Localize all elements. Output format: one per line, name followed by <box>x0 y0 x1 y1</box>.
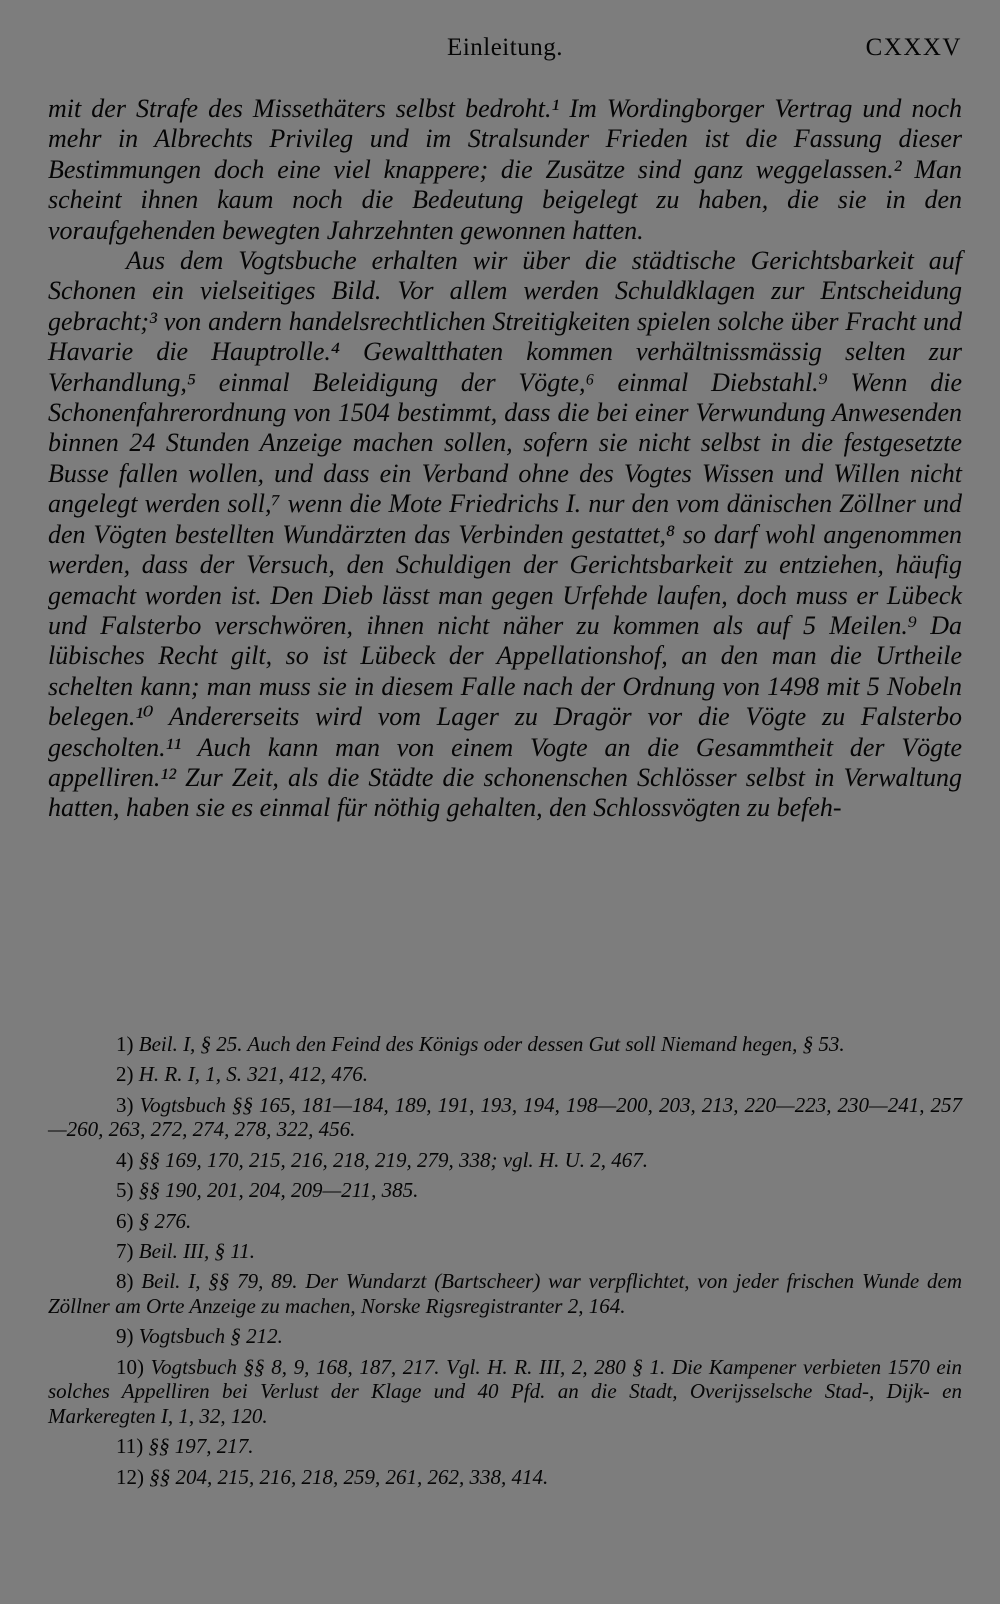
footnote <box>48 1434 962 1459</box>
footnote <box>48 1148 962 1173</box>
footnote-text: §§ 204, 215, 216, 218, 259, 261, 262, 338, 414. <box>149 1464 549 1489</box>
footnote-text: Vogtsbuch §§ 165, 181—184, 189, 191, 193, 194, 198—200, 203, 213, 220—223, 230—241, 257—260, 263, 272, 274, 278, 322, 456. <box>48 1092 962 1142</box>
running-title: Einleitung. <box>447 34 563 61</box>
footnote-number: 1) <box>116 1032 134 1056</box>
footnote-number: 12) <box>116 1464 144 1489</box>
footnote <box>48 1062 962 1087</box>
footnote <box>48 1032 962 1057</box>
footnote-number: 3) <box>116 1092 134 1117</box>
footnote-number: 7) <box>116 1238 134 1263</box>
footnote-text: §§ 197, 217. <box>148 1434 254 1459</box>
page-number: CXXXV <box>865 34 962 61</box>
footnote-text: Beil. I, §§ 79, 89. Der Wundarzt (Bartscheer) war verpflichtet, von jeder frischen Wunde dem Zöllner am Orte Anzeige zu machen, Norske Rigsregistranter 2, 164. <box>48 1269 963 1318</box>
footnote <box>48 1269 962 1318</box>
footnote <box>48 1355 962 1429</box>
footnote-text: Vogtsbuch § 212. <box>138 1324 283 1349</box>
footnote-text: H. R. I, 1, S. 321, 412, 476. <box>138 1062 368 1087</box>
book-page <box>48 30 962 1590</box>
footnotes <box>48 1032 962 1495</box>
footnote <box>48 1239 962 1264</box>
footnote-text: Beil. III, § 11. <box>138 1238 255 1263</box>
footnote-text: § 276. <box>138 1208 192 1233</box>
footnote-number: 6) <box>116 1208 134 1233</box>
footnote-text: §§ 169, 170, 215, 216, 218, 219, 279, 338; vgl. H. U. 2, 467. <box>138 1147 648 1172</box>
footnote-text: §§ 190, 201, 204, 209—211, 385. <box>138 1178 419 1203</box>
footnote <box>48 1465 962 1490</box>
footnote-number: 5) <box>116 1178 134 1203</box>
footnote <box>48 1209 962 1234</box>
footnote <box>48 1093 962 1142</box>
footnote-number: 10) <box>116 1354 144 1379</box>
main-text <box>48 94 962 824</box>
footnote-number: 2) <box>116 1062 134 1087</box>
footnote-text: Vogtsbuch §§ 8, 9, 168, 187, 217. Vgl. H. R. III, 2, 280 § 1. Die Kampener verbieten 1570 ein solches Appelliren bei Verlust der Klage und 40 Pfd. an die Stadt, Overijsselsche Stad-, Dijk- en Markeregten I, 1, 32, 120. <box>48 1354 962 1428</box>
footnote-number: 4) <box>116 1147 134 1172</box>
footnote-number: 9) <box>116 1324 134 1349</box>
footnote-number: 11) <box>116 1434 144 1459</box>
footnote <box>48 1178 962 1203</box>
footnote <box>48 1324 962 1349</box>
paragraph: Aus dem Vogtsbuche erhalten wir über die städtische Gerichtsbarkeit auf Schonen ein vielseitiges Bild. Vor allem werden Schuldklagen zur Entscheidung gebracht;³ von andern handelsrechtlichen Streitigkeiten spielen solche über Fracht und Havarie die Hauptrolle.⁴ Gewaltthaten kommen verhältnissmässig selten zur Verhandlung,⁵ einmal Beleidigung der Vögte,⁶ einmal Diebstahl.⁹ Wenn die Schonenfahrerordnung von 1504 bestimmt, dass die bei einer Verwundung Anwesenden binnen 24 Stunden Anzeige machen sollen, sofern sie nicht selbst in die festgesetzte Busse fallen wollen, und dass ein Verband ohne des Vogtes Wissen und Willen nicht angelegt werden soll,⁷ wenn die Mote Friedrichs I. nur den vom dänischen Zöllner und den Vögten bestellten Wundärzten das Verbinden gestattet,⁸ so darf wohl angenommen werden, dass der Versuch, den Schuldigen der Gerichtsbarkeit zu entziehen, häufig gemacht worden ist. Den Dieb lässt man gegen Urfehde laufen, doch muss er Lübeck und Falsterbo verschwören, ihnen nicht näher zu kommen als auf 5 Meilen.⁹ Da lübisches Recht gilt, so ist Lübeck der Appellationshof, an den man die Urtheile schelten kann; man muss sie in diesem Falle nach der Ordnung von 1498 mit 5 Nobeln belegen.¹⁰ Andererseits wird vom Lager zu Dragör vor die Vögte zu Falsterbo gescholten.¹¹ Auch kann man von einem Vogte an die Gesammtheit der Vögte appelliren.¹² Zur Zeit, als die Städte die schonenschen Schlösser selbst in Verwaltung hatten, haben sie es einmal für nöthig gehalten, den Schlossvögten zu befeh- <box>48 246 962 823</box>
footnote-number: 8) <box>116 1269 134 1294</box>
paragraph: mit der Strafe des Missethäters selbst bedroht.¹ Im Wordingborger Vertrag und noch mehr in Albrechts Privileg und im Stralsunder Frieden ist die Fassung dieser Bestimmungen doch eine viel knappere; die Zusätze sind ganz weggelassen.² Man scheint ihnen kaum noch die Bedeutung beigelegt zu haben, die sie in den voraufgehenden bewegten Jahrzehnten gewonnen hatten. <box>48 94 962 245</box>
footnote-text: Beil. I, § 25. Auch den Feind des Königs oder dessen Gut soll Niemand hegen, § 53. <box>138 1032 845 1056</box>
running-header <box>48 30 962 72</box>
